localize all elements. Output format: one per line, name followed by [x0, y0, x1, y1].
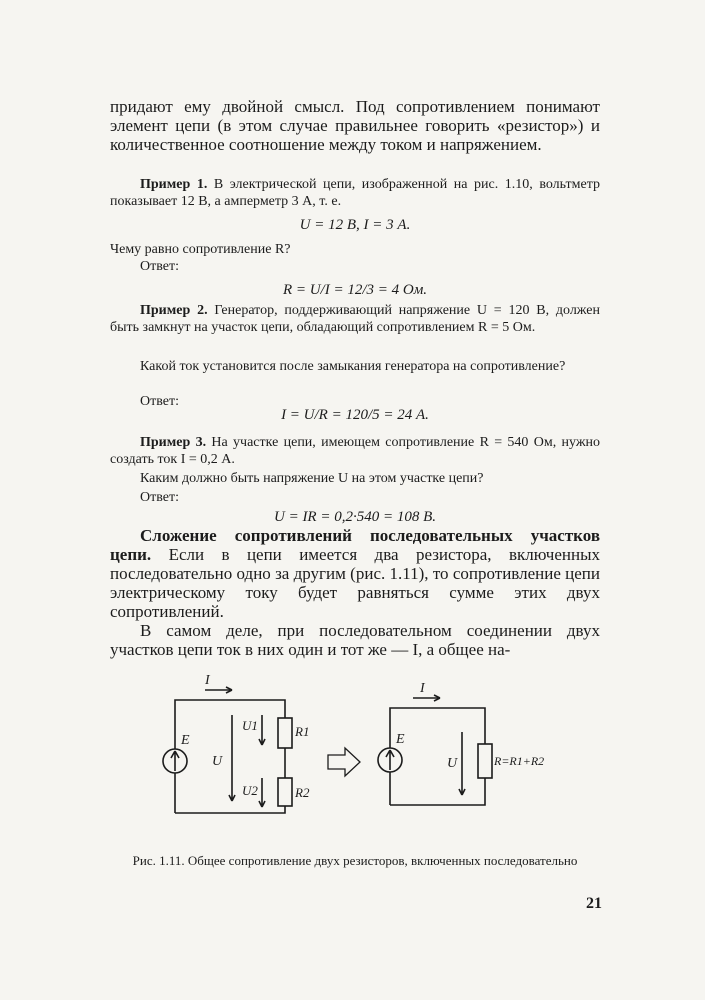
voltage-label: U: [447, 756, 458, 771]
source-label: E: [396, 732, 405, 747]
resistor1-label: R1: [295, 724, 310, 739]
section-text: Если в цепи имеется два резистора, включенных последовательно одно за другим (рис. 1.11), то сопротивление цепи электрическому току будет равняться сумме этих двух сопротивлений.: [110, 545, 600, 621]
wire: [175, 806, 285, 813]
resistor-icon: [478, 744, 492, 778]
circuit-right: [378, 681, 544, 805]
example2-label: Пример 2.: [140, 303, 208, 318]
current-label: I: [420, 681, 425, 696]
resistor2-label: R2: [295, 785, 310, 800]
example2-question: Какой ток установится после замыкания генератора на сопротивление?: [140, 359, 566, 374]
last-paragraph: В самом деле, при последовательном соединении двух участков цепи ток в них один и тот же — I, а общее на-: [110, 621, 600, 659]
example1-answer-label: Ответ:: [140, 259, 179, 274]
example2-answer: I = U/R = 120/5 = 24 А.: [281, 407, 429, 423]
example1-label: Пример 1.: [140, 177, 208, 192]
voltage-arrow-icon: [459, 732, 465, 795]
voltage-total-label: U: [212, 754, 223, 769]
circuit-left: [163, 673, 310, 813]
example3-text: [110, 434, 600, 468]
example3-question: Каким должно быть напряжение U на этом участке цепи?: [140, 471, 484, 486]
example3-body: На участке цепи, имеющем сопротивление R = 540 Ом, нужно создать ток I = 0,2 А.: [110, 435, 600, 467]
example3-answer: U = IR = 0,2·540 = 108 В.: [273, 509, 437, 525]
example3-label: Пример 3.: [140, 435, 207, 450]
wire: [390, 708, 485, 805]
example2-answer-label: Ответ:: [140, 394, 179, 409]
figure-caption: Рис. 1.11. Общее сопротивление двух резисторов, включенных последовательно: [132, 853, 578, 868]
page-number: 21: [586, 895, 602, 912]
intro-paragraph: придают ему двойной смысл. Под сопротивлением понимают элемент цепи (в этом случае правильнее говорить «резистор») и количественное соотношение между током и напряжением.: [110, 97, 600, 154]
resistor1-icon: [278, 718, 292, 748]
figure-circuit: [0, 670, 705, 840]
example1-given: U = 12 В, I = 3 А.: [299, 217, 411, 233]
example1-text: [110, 176, 600, 210]
example1-answer: R = U/I = 12/3 = 4 Ом.: [282, 282, 428, 298]
voltage1-arrow-icon: [259, 715, 265, 745]
voltage2-arrow-icon: [259, 778, 265, 807]
section-paragraph: [110, 526, 600, 621]
example2-body: Генератор, поддерживающий напряжение U = 120 В, должен быть замкнут на участок цепи, обладающий сопротивлением R = 5 Ом.: [110, 303, 601, 335]
voltage2-label: U2: [242, 783, 258, 798]
example2-text: [110, 302, 600, 336]
example1-question: Чему равно сопротивление R?: [110, 242, 291, 257]
source-label: E: [181, 733, 190, 748]
section-heading: Сложение сопротивлений последовательных участков цепи.: [110, 526, 600, 564]
example3-answer-label: Ответ:: [140, 490, 179, 505]
voltage1-label: U1: [242, 718, 258, 733]
equivalence-arrow-icon: [328, 748, 360, 776]
resistor-label: R=R1+R2: [494, 754, 545, 768]
example1-body: В электрической цепи, изображенной на рис. 1.10, вольтметр показывает 12 В, а амперметр 3 А, т. е.: [110, 177, 600, 209]
resistor2-icon: [278, 778, 292, 806]
wire: [390, 778, 485, 805]
current-label: I: [205, 673, 210, 688]
voltage-total-arrow-icon: [229, 715, 235, 801]
